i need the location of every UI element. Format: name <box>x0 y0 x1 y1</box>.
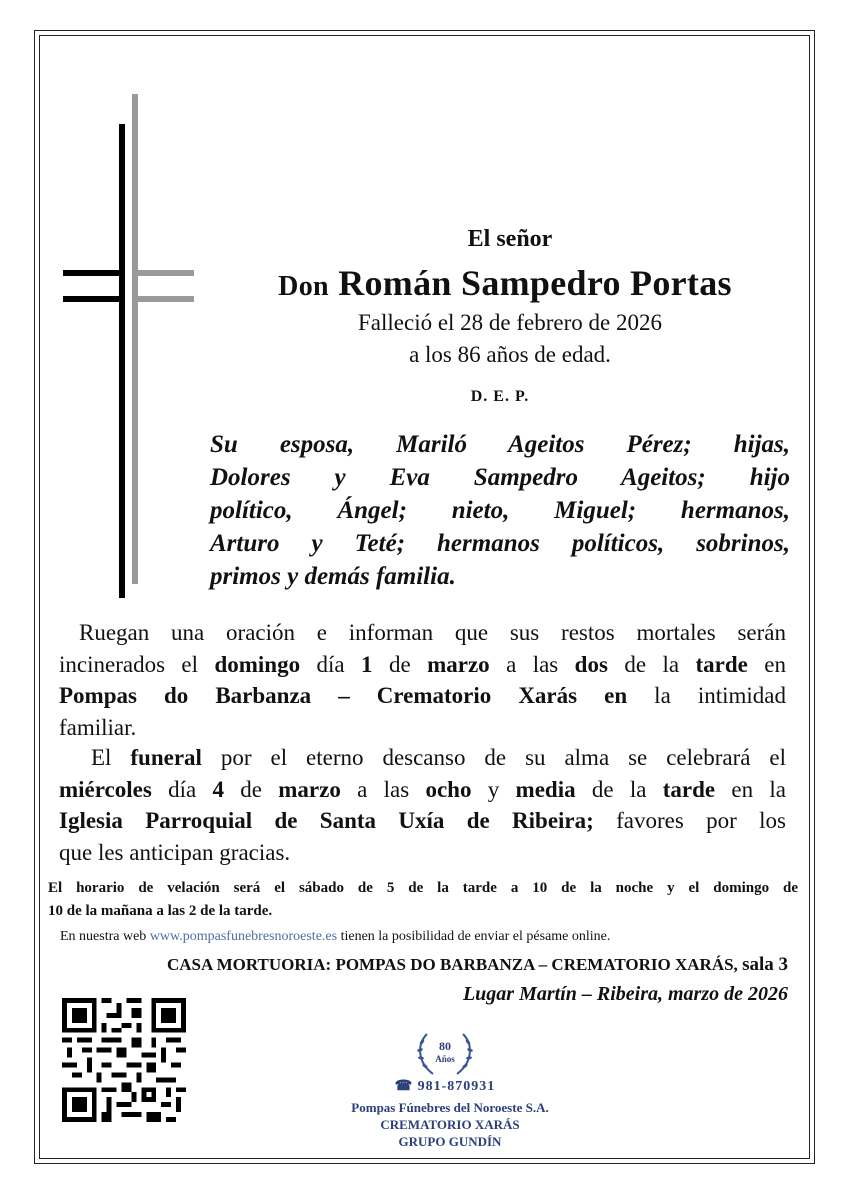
text-run: incinerados el <box>59 651 215 677</box>
text-run: El <box>91 745 131 770</box>
paragraph-line <box>59 774 786 806</box>
family-line: Su esposa, Mariló Ageitos Pérez; hijas, <box>210 431 790 458</box>
paragraph-line <box>59 742 786 774</box>
text-run: de la <box>575 776 663 802</box>
text-run: dos <box>574 651 608 677</box>
dep-text: D. E. P. <box>470 388 530 405</box>
text-run: Iglesia Parroquial de Santa Uxía de Ribeira; <box>59 808 594 833</box>
web-text: En nuestra web <box>60 929 150 944</box>
text-run: 1 <box>361 651 373 677</box>
funeral-paragraph <box>59 742 786 868</box>
death-date: Falleció el 28 de febrero de 2026 <box>358 310 662 335</box>
text-run: la intimidad <box>627 683 786 708</box>
vigil-line: El horario de velación será el sábado de 5 de la tarde a 10 de la noche y el domingo de <box>48 880 798 896</box>
family-line: político, Ángel; nieto, Miguel; hermanos, <box>210 497 790 524</box>
paragraph-line <box>59 805 786 837</box>
paragraph-line: que les anticipan gracias. <box>59 839 291 865</box>
family-line: primos y demás familia. <box>210 563 456 590</box>
paragraph-line <box>59 649 786 681</box>
group-name: GRUPO GUNDÍN <box>398 1134 502 1149</box>
vigil-schedule <box>48 877 798 923</box>
laurel-badge-icon <box>413 1028 477 1080</box>
text-run: ocho <box>425 776 472 802</box>
text-run: marzo <box>278 776 341 802</box>
text-run: funeral <box>130 745 202 770</box>
age-at-death: a los 86 años de edad. <box>409 342 611 367</box>
vigil-line: 10 de la mañana a las 2 de la tarde. <box>48 903 273 919</box>
crematorium-name: CREMATORIO XARÁS <box>380 1117 520 1132</box>
deceased-name <box>210 262 800 304</box>
qr-code-icon <box>62 998 186 1122</box>
text-run: de la <box>607 651 696 677</box>
family-line: Dolores y Eva Sampedro Ageitos; hijo <box>210 464 790 491</box>
paragraph-line <box>59 680 786 712</box>
company-name: Pompas Fúnebres del Noroeste S.A. <box>351 1100 549 1115</box>
text-run: media <box>515 776 576 802</box>
cremation-paragraph <box>59 617 786 743</box>
text-run: de <box>223 776 279 802</box>
text-run: de <box>372 651 428 677</box>
name-text: Román Sampedro Portas <box>338 263 732 303</box>
text-run: marzo <box>427 651 490 677</box>
badge-word: Años <box>435 1054 455 1064</box>
intro-title: El señor <box>467 226 553 252</box>
text-run: día <box>300 651 362 677</box>
text-run: favores por los <box>593 808 786 833</box>
text-run: día <box>151 776 213 802</box>
room-number: sala 3 <box>742 954 788 975</box>
phone-number: ☎ 981-870931 <box>394 1079 496 1094</box>
text-run: a las <box>340 776 426 802</box>
text-run: y <box>471 776 516 802</box>
text-run: por el eterno descanso de su alma se celebrará el <box>201 745 786 770</box>
funeral-home-line <box>80 954 788 976</box>
badge-number: 80 <box>439 1039 451 1053</box>
text-run: 4 <box>212 776 224 802</box>
website-link[interactable]: www.pompasfunebresnoroeste.es <box>149 929 338 944</box>
text-run: miércoles <box>59 776 152 802</box>
paragraph-line: familiar. <box>59 714 137 740</box>
funeral-home-name: CASA MORTUORIA: POMPAS DO BARBANZA – CREMATORIO XARÁS, <box>166 955 743 974</box>
text-run: domingo <box>214 651 301 677</box>
text-run: tarde <box>695 651 748 677</box>
text-run: en <box>747 651 786 677</box>
family-block <box>210 428 790 593</box>
family-line: Arturo y Teté; hermanos políticos, sobrinos, <box>210 530 790 557</box>
name-prefix: Don <box>278 271 329 302</box>
text-run: tarde <box>662 776 716 802</box>
place-date: Lugar Martín – Ribeira, marzo de 2026 <box>462 983 788 1005</box>
text-run: Pompas do Barbanza – Crematorio Xarás en <box>59 683 628 708</box>
text-run: en la <box>715 776 786 802</box>
text-run: a las <box>489 651 575 677</box>
web-notice <box>60 929 800 945</box>
web-text: tienen la posibilidad de enviar el pésame online. <box>337 929 611 944</box>
paragraph-line: Ruegan una oración e informan que sus restos mortales serán <box>79 620 786 645</box>
